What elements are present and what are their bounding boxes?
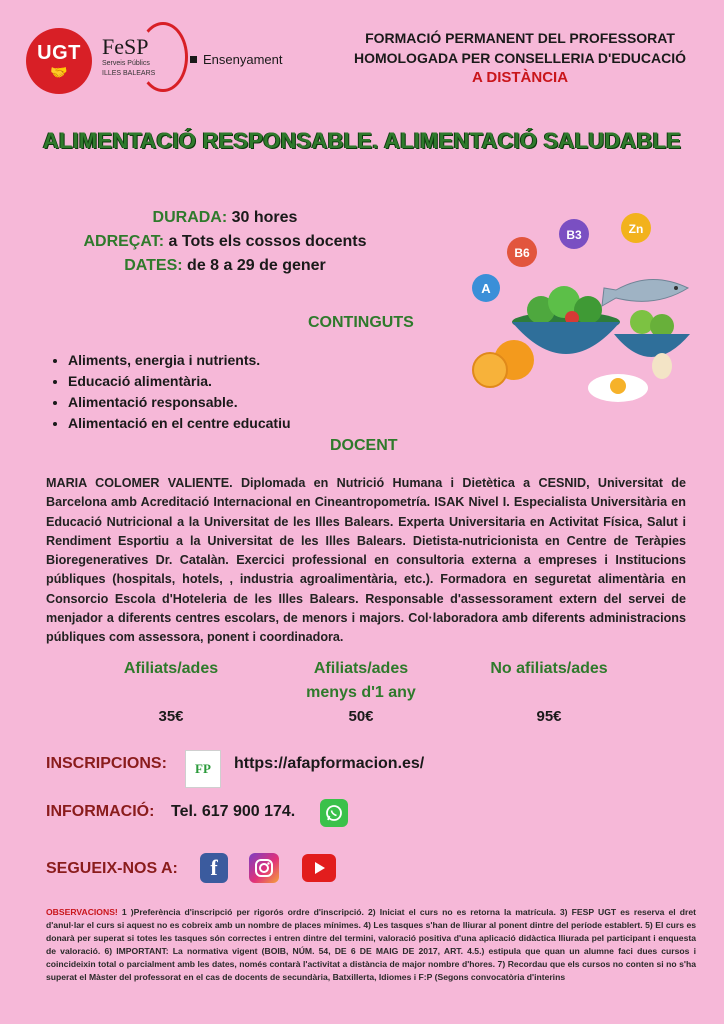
observacions-label: OBSERVACIONS! [46,907,118,917]
course-title: ALIMENTACIÓ RESPONSABLE. ALIMENTACIÓ SALUDABLE [42,128,682,153]
price-label-non-affiliates: No afiliats/ades [490,660,608,677]
afap-logo-text: FP [195,761,211,776]
apple-bowl-icon [614,310,690,357]
adrecat-label: ADREÇAT: [83,233,165,250]
vitamin-b3-label: B3 [566,228,582,242]
vitamin-b3-icon [559,219,589,249]
durada-row [40,206,410,230]
list-item: • Alimentació responsable. [68,392,291,413]
dates-row [40,254,410,278]
inscripcions-link[interactable]: https://afapformacion.es/ [234,755,425,772]
fesp-subtitle-1: Serveis Públics [102,60,150,67]
observacions-block [46,906,696,984]
header-line-2: HOMOLOGADA PER CONSELLERIA D'EDUCACIÓ [353,50,687,66]
healthy-food-illustration [466,210,696,410]
whatsapp-icon[interactable] [320,799,348,827]
ensenyament-text: Ensenyament [203,52,283,67]
course-info [40,206,410,278]
handshake-icon: 🤝 [50,64,68,80]
adrecat-value: a Tots els cossos docents [168,233,367,250]
continguts-heading: CONTINGUTS [308,314,414,331]
zinc-icon [621,213,651,243]
list-item: • Alimentació en el centre educatiu [68,413,291,434]
list-item: • Educació alimentària. [68,371,291,392]
fish-icon [602,279,688,306]
facebook-icon[interactable]: f [200,853,228,883]
zinc-label: Zn [628,222,644,236]
informacio-label: INFORMACIÓ: [46,803,155,820]
ensenyament-label [190,52,283,67]
fesp-logo [102,36,155,77]
dates-label: DATES: [124,257,183,274]
price-affiliates: 35€ [158,708,184,725]
phone-number[interactable]: Tel. 617 900 174. [171,803,296,820]
docent-bio: MARIA COLOMER VALIENTE. Diplomada en Nutrició Humana i Dietètica a CESNID, Universitat de Barcelona amb Acreditació Internacional en Cineantropometría. ISAK Nivel I. Especialista Universitària en Educació Nutricional a la Universitat de les Illes Balears. Experta Universitaria en Activitat Física, Salut i Rendiment Esportiu a la Universitat de les Illes Balears. Dietista-nutricionista en Centre de Teràpies Bioregeneratives Dr. Catalàn. Exercici professional en consultoria externa a empreses i Institucions públiques (hospitals, hotels, , industria agroalimentària, etc.). Formadora en seguretat alimentària en Consorcio Escola d'Hoteleria de les Illes Balears. Responsable d'assessorament extern del servei de menjador a diferents centres escolars, de menors i majors. Col·laboradora amb diferents administracions públiques com assessora, ponent i coordinadora. [46,476,686,645]
afap-logo [185,750,221,788]
ugt-logo-text: UGT [37,42,81,64]
vitamin-b6-label: B6 [514,246,530,260]
price-non-affiliates: 95€ [536,708,562,725]
docent-heading: DOCENT [330,437,398,454]
vitamin-a-label: A [481,281,491,296]
durada-value: 30 hores [231,209,298,226]
observacions-text: 1 )Preferència d'inscripció per rigorós ordre d'inscripció. 2) Iniciat el curs no es retorna la matrícula. 3) FESP UGT es reserva el dret d'anul·lar el curs si aquest no es cobreix amb un nombre de places mínimes. 4) Les tasques s'han de lliurar al ponent dintre del període establert. 5) El curs es donarà per superat si totes les tasques són correctes i entren dintre del termini, valoració positiva d'una aplicació didàctica lliurada pel participant i enquesta de valoració. 6) IMPORTANT: La normativa vigent (BOIB, NÚM. 54, DE 6 DE MAIG DE 2017, ART. 4.5.) estipula que quan un alumne faci dues cursos i coincideixin total o parcialment amb les dates, només contarà l'activitat a distància de major nombre d'hores. 7) Recordau que els cursos no conten si no s'ha superat el Màster del professorat en el cas de docents de secundària, Batxillerta, Idiomes i F:P (Segons convocatòria d'interins [46,907,696,982]
youtube-icon[interactable] [302,854,336,882]
price-new-affiliates: 50€ [348,708,374,725]
adrecat-row [40,230,410,254]
header-title-block [330,28,710,88]
instagram-icon[interactable] [249,853,279,883]
youtube-play-glyph [312,861,326,875]
fesp-subtitle-2: ILLES BALEARS [102,69,156,77]
continguts-list [48,350,291,434]
orange-icon [473,340,534,387]
whatsapp-glyph [325,804,343,822]
fesp-title: FeSP [102,34,149,59]
price-label-new-affiliates: Afiliats/ades [313,660,409,677]
durada-label: DURADA: [152,209,228,226]
ugt-logo [26,28,92,94]
dates-value: de 8 a 29 de gener [187,257,326,274]
header-line-3: A DISTÀNCIA [471,69,569,86]
list-item: • Aliments, energia i nutrients. [68,350,291,371]
vitamin-b6-icon [507,237,537,267]
price-label-new-affiliates-2: menys d'1 any [306,684,416,701]
price-label-affiliates: Afiliats/ades [123,660,219,677]
inscripcions-label: INSCRIPCIONS: [46,755,167,772]
vitamin-a-icon [472,274,500,302]
social-label: SEGUEIX-NOS A: [46,860,178,877]
egg-icon [588,353,672,402]
square-bullet-icon [190,56,197,63]
instagram-glyph [254,858,274,878]
header-line-1: FORMACIÓ PERMANENT DEL PROFESSORAT [365,30,675,46]
